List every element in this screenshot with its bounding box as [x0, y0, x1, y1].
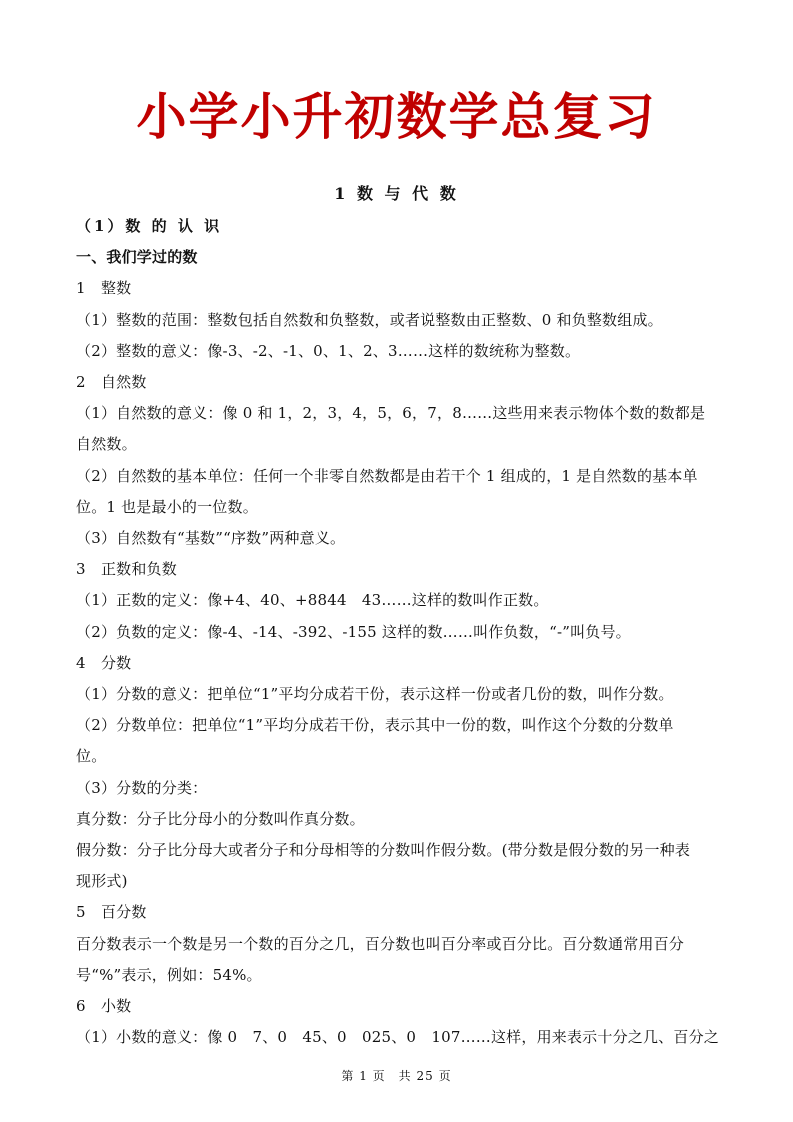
section-title: 1 数 与 代 数	[334, 184, 459, 203]
paragraph-line: 现形式)	[76, 872, 128, 891]
paragraph-line: 真分数：分子比分母小的分数叫作真分数。	[76, 809, 365, 828]
paragraph-line: （2）分数单位：把单位“1”平均分成若干份，表示其中一份的数，叫作这个分数的分数单	[76, 716, 674, 735]
document-body	[76, 211, 721, 1053]
paragraph-line: （1）正数的定义：像+4、40、+8844 43……这样的数叫作正数。	[76, 591, 549, 610]
topic-heading-natural-numbers: 2 自然数	[76, 373, 147, 392]
heading-learned-numbers: 一、我们学过的数	[76, 248, 198, 267]
paragraph-line: （3）分数的分类：	[76, 778, 208, 797]
topic-heading-integers: 1 整数	[76, 279, 132, 298]
topic-heading-decimals: 6 小数	[76, 997, 132, 1016]
paragraph-line: 位。1 也是最小的一位数。	[76, 497, 258, 516]
paragraph-line: （2）整数的意义：像-3、-2、-1、0、1、2、3……这样的数统称为整数。	[76, 341, 581, 360]
paragraph-line: 号“%”表示，例如：54%。	[76, 965, 262, 984]
page-footer: 第 1 页 共 25 页	[341, 1069, 452, 1083]
paragraph-line: 百分数表示一个数是另一个数的百分之几，百分数也叫百分率或百分比。百分数通常用百分	[76, 934, 685, 953]
paragraph-line: 位。	[76, 747, 107, 766]
subsection-heading: （1）数 的 认 识	[76, 217, 223, 235]
paragraph-line: 假分数：分子比分母大或者分子和分母相等的分数叫作假分数。(带分数是假分数的另一种表	[76, 841, 691, 860]
document-title: 小学小升初数学总复习	[136, 88, 657, 146]
paragraph-line: （1）整数的范围：整数包括自然数和负整数，或者说整数由正整数、0 和负整数组成。	[76, 310, 663, 329]
paragraph-line: （2）负数的定义：像-4、-14、-392、-155 这样的数……叫作负数，“-”叫负号。	[76, 622, 631, 641]
paragraph-line: （3）自然数有“基数”“序数”两种意义。	[76, 529, 346, 548]
topic-heading-fractions: 4 分数	[76, 653, 132, 672]
topic-heading-percentages: 5 百分数	[76, 903, 147, 922]
paragraph-line: （1）自然数的意义：像 0 和 1，2，3，4，5，6，7，8……这些用来表示物体个数的数都是	[76, 404, 706, 423]
paragraph-line: 自然数。	[76, 435, 137, 454]
paragraph-line: （1）小数的意义：像 0 7、0 45、0 025、0 107……这样，用来表示十分之几、百分之	[76, 1028, 719, 1047]
paragraph-line: （2）自然数的基本单位：任何一个非零自然数都是由若干个 1 组成的，1 是自然数的基本单	[76, 466, 698, 485]
paragraph-line: （1）分数的意义：把单位“1”平均分成若干份，表示这样一份或者几份的数，叫作分数。	[76, 685, 674, 704]
topic-heading-positive-negative: 3 正数和负数	[76, 560, 177, 579]
